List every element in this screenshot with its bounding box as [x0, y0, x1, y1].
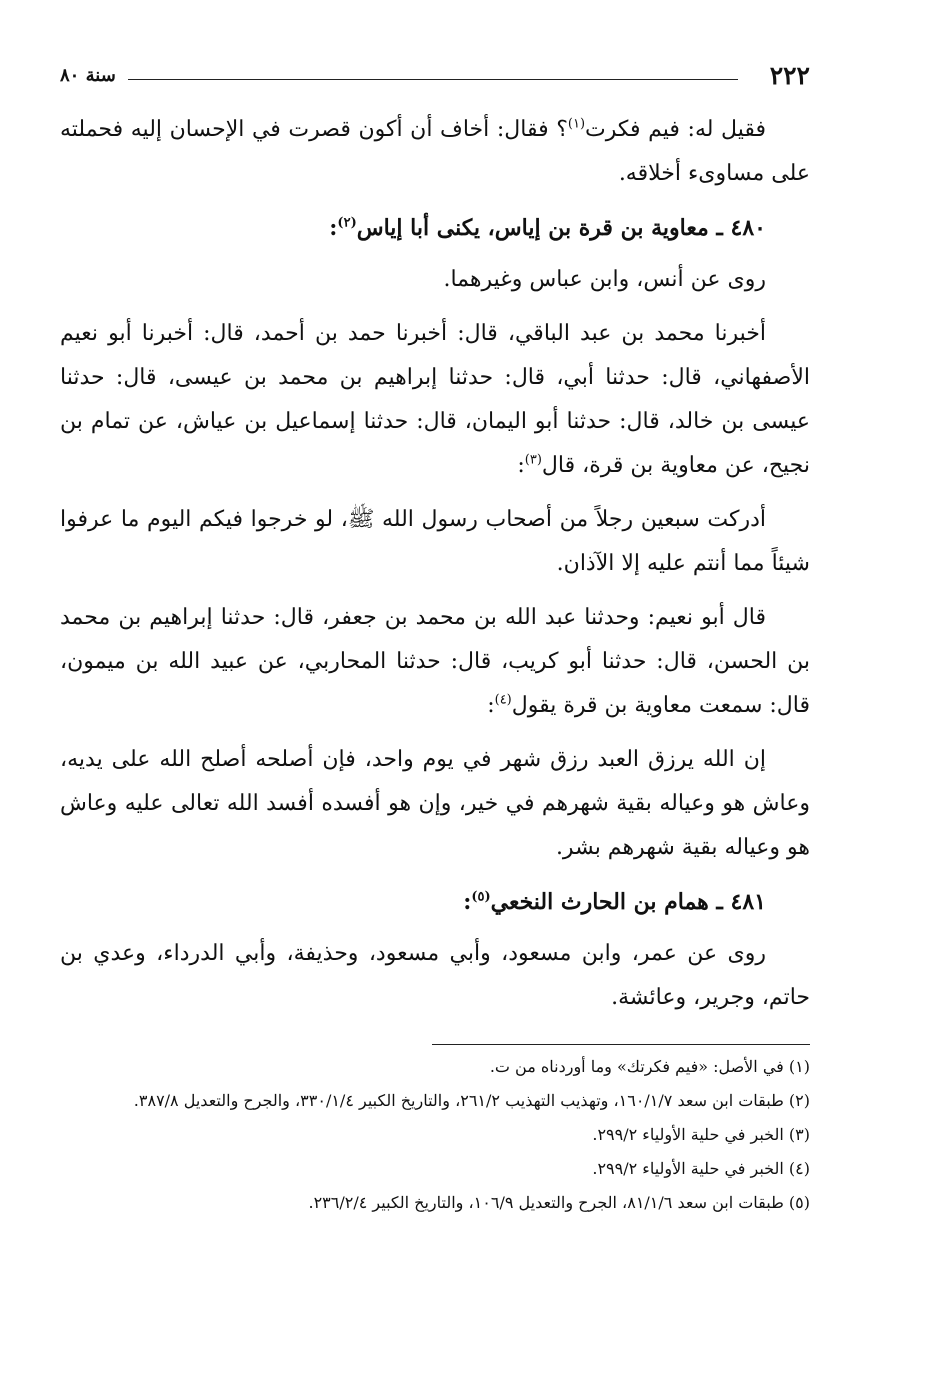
page-number: ٢٢٢ — [769, 61, 810, 90]
footnote: (٥) طبقات ابن سعد ٨١/١/٦، الجرح والتعديل ١٠٦/٩، والتاريخ الكبير ٢٣٦/٢/٤. — [308, 1193, 810, 1212]
footnote: (٤) الخبر في حلية الأولياء ٢٩٩/٢. — [592, 1159, 810, 1178]
paragraph: روى عن أنس، وابن عباس وغيرهما. — [443, 267, 766, 292]
footnote-ref: (٣) — [524, 452, 542, 468]
footnote-ref: (٥) — [471, 889, 491, 905]
paragraph: أدركت سبعين رجلاً من أصحاب رسول الله ﷺ، لو خرجوا فيكم اليوم ما عرفوا شيئاً مما أنتم عليه إلا الآذان. — [60, 507, 810, 576]
footnote-ref: (٢) — [337, 215, 357, 231]
entry-heading-481: ٤٨١ ـ همام بن الحارث النخعي$^{(٥)}$: — [463, 889, 766, 915]
entry-heading-480: ٤٨٠ ـ معاوية بن قرة بن إياس، يكنى أبا إياس$^{(٢)}$: — [329, 215, 766, 241]
footnote-ref: (١) — [567, 116, 586, 132]
footnote: (١) في الأصل: «فيم فكرتك» وما أوردناه من ت. — [489, 1057, 810, 1076]
paragraph: إن الله يرزق العبد رزق شهر في يوم واحد، فإن أصلحه أصلح الله على يديه، وعاش هو وعياله بقية شهرهم في خير، وإن هو أفسده أفسد الله تعالى عليه وعاش هو وعياله بقية شهرهم بشر. — [60, 747, 810, 860]
paragraph: روى عن عمر، وابن مسعود، وأبي مسعود، وحذيفة، وأبي الدرداء، وعدي بن حاتم، وجرير، وعائشة. — [60, 941, 810, 1010]
year-label: سنة ٨٠ — [60, 65, 116, 86]
footnote-ref: (٤) — [494, 692, 512, 708]
paragraph: فقيل له: فيم فكرت$^{(١)}$؟ فقال: أخاف أن أكون قصرت في الإحسان إليه فحملته على مساوىء أخلاقه. — [60, 116, 810, 186]
paragraph: قال أبو نعيم: وحدثنا عبد الله بن محمد بن جعفر، قال: حدثنا إبراهيم بن محمد بن الحسن، قال: حدثنا أبو كريب، قال: حدثنا المحاربي، عن عبيد الله بن ميمون، قال: سمعت معاوية بن قرة يقول$^{(٤)}$: — [60, 605, 810, 718]
running-header — [60, 58, 810, 94]
footnote: (٣) الخبر في حلية الأولياء ٢٩٩/٢. — [592, 1125, 810, 1144]
footnotes — [60, 1050, 810, 1220]
paragraph: أخبرنا محمد بن عبد الباقي، قال: أخبرنا حمد بن أحمد، قال: أخبرنا أبو نعيم الأصفهاني، قال: حدثنا أبي، قال: حدثنا إبراهيم بن محمد بن عيسى، قال: حدثنا عيسى بن خالد، قال: حدثنا أبو اليمان، قال: حدثنا إسماعيل بن عياش، عن تمام بن نجيح، عن معاوية بن قرة، قال$^{(٣)}$: — [60, 321, 810, 478]
main-text — [60, 108, 810, 1030]
footnote: (٢) طبقات ابن سعد ١٦٠/١/٧، وتهذيب التهذيب ٢٦١/٢، والتاريخ الكبير ٣٣٠/١/٤، والجرح والتعديل ٣٨٧/٨. — [133, 1091, 810, 1110]
header-rule — [128, 79, 738, 80]
footnote-rule — [432, 1044, 810, 1045]
